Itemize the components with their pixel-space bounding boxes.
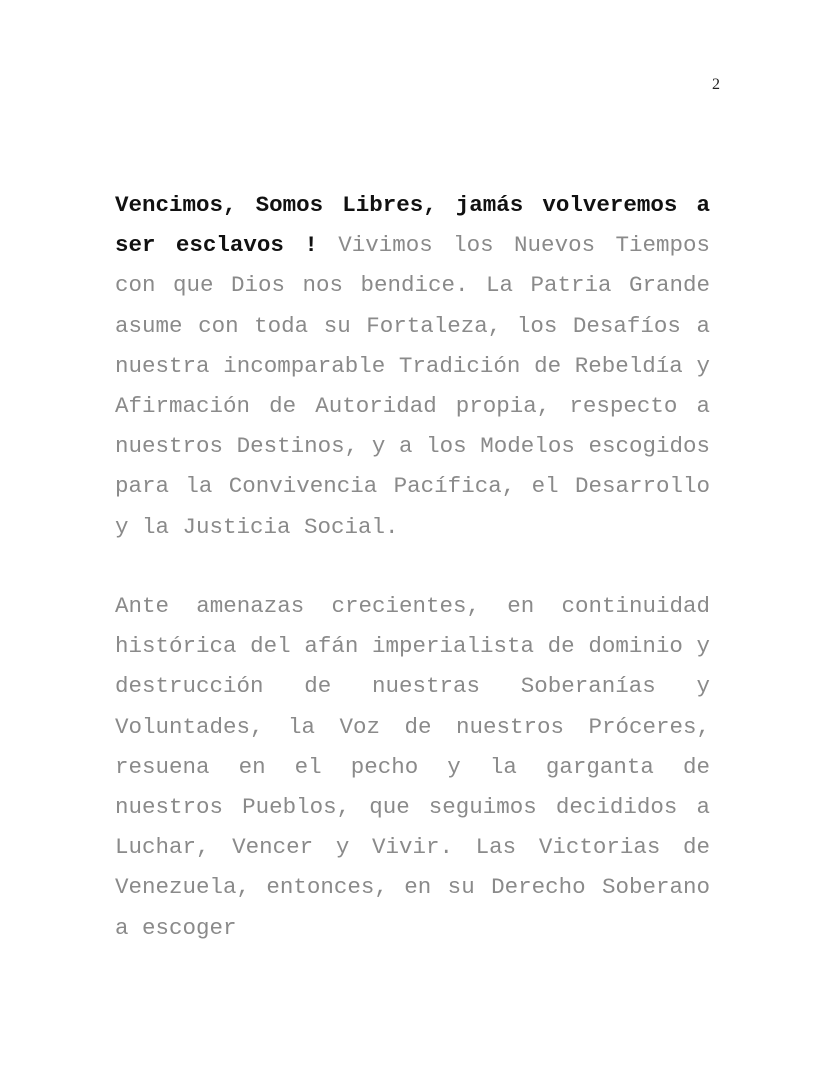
paragraph-1-text: Vivimos los Nuevos Tiempos con que Dios nos bendice. La Patria Grande asume con toda su Fortaleza, los Desafíos a nuestra incomparable Tradición de Rebeldía y Afirmación de Autoridad propia, respecto a nuestros Destinos, y a los Modelos escogidos para la Convivencia Pacífica, el Desarrollo y la Justicia Social. <box>115 232 710 540</box>
page-number: 2 <box>712 76 720 93</box>
paragraph-2: Ante amenazas crecientes, en continuidad histórica del afán imperialista de dominio y destrucción de nuestras Soberanías y Voluntades, la Voz de nuestros Próceres, resuena en el pecho y la garganta de nuestros Pueblos, que seguimos decididos a Luchar, Vencer y Vivir. Las Victorias de Venezuela, entonces, en su Derecho Soberano a escoger <box>115 593 710 941</box>
paragraph-1-bold-lead: Vencimos, Somos Libres, jamás volveremos a ser esclavos ! <box>115 192 710 259</box>
paragraph-1 <box>115 185 710 547</box>
